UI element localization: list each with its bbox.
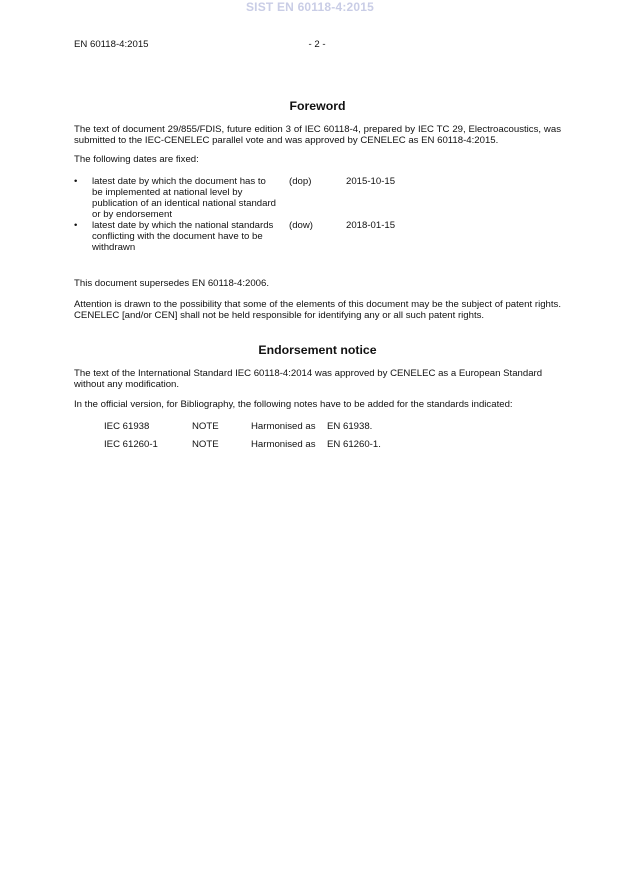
note-row	[74, 421, 561, 439]
date-value: 2018-01-15	[346, 220, 396, 231]
foreword-intro: The text of document 29/855/FDIS, future edition 3 of IEC 60118-4, prepared by IEC TC 29, Electroacoustics, was submitted to the IEC-CENELEC parallel vote and was approved by CENELEC as EN 60118-4:2015.	[74, 124, 561, 146]
header-doc-id: EN 60118-4:2015	[74, 39, 149, 50]
date-value: 2015-10-15	[346, 176, 396, 187]
note-harmonised: Harmonised as	[251, 439, 316, 450]
endorsement-text: The text of the International Standard IEC 60118-4:2014 was approved by CENELEC as a European Standard without any modification.	[74, 368, 543, 390]
date-item-dow	[74, 220, 561, 253]
attention-text: Attention is drawn to the possibility that some of the elements of this document may be the subject of patent rights. CENELEC [and/or CEN] shall not be held responsible for identifying any or all such patent rights.	[74, 299, 561, 321]
bullet-icon: •	[74, 176, 78, 187]
note-en: EN 61260-1.	[327, 439, 381, 450]
note-row	[74, 439, 561, 457]
watermark: SIST EN 60118-4:2015	[245, 0, 375, 14]
dates-intro: The following dates are fixed:	[74, 154, 199, 165]
bibliography-notes	[74, 421, 561, 457]
endorsement-title: Endorsement notice	[258, 343, 377, 357]
date-code: (dow)	[289, 220, 313, 231]
date-text: latest date by which the national standards conflicting with the document have to be withdrawn	[92, 220, 274, 253]
date-code: (dop)	[289, 176, 312, 187]
date-item-dop	[74, 176, 561, 220]
bibliography-intro: In the official version, for Bibliography, the following notes have to be added for the standards indicated:	[74, 399, 513, 410]
date-text: latest date by which the document has to be implemented at national level by publication of an identical national standard or by endorsement	[92, 176, 277, 220]
document-body	[74, 99, 561, 457]
note-en: EN 61938.	[327, 421, 373, 432]
dates-list	[74, 176, 561, 253]
note-standard: IEC 61938	[104, 421, 150, 432]
foreword-title: Foreword	[289, 99, 346, 113]
supersedes-text: This document supersedes EN 60118-4:2006.	[74, 278, 270, 289]
note-harmonised: Harmonised as	[251, 421, 316, 432]
note-label: NOTE	[192, 421, 219, 432]
page-number: - 2 -	[308, 39, 326, 50]
note-label: NOTE	[192, 439, 219, 450]
bullet-icon: •	[74, 220, 78, 231]
note-standard: IEC 61260-1	[104, 439, 158, 450]
